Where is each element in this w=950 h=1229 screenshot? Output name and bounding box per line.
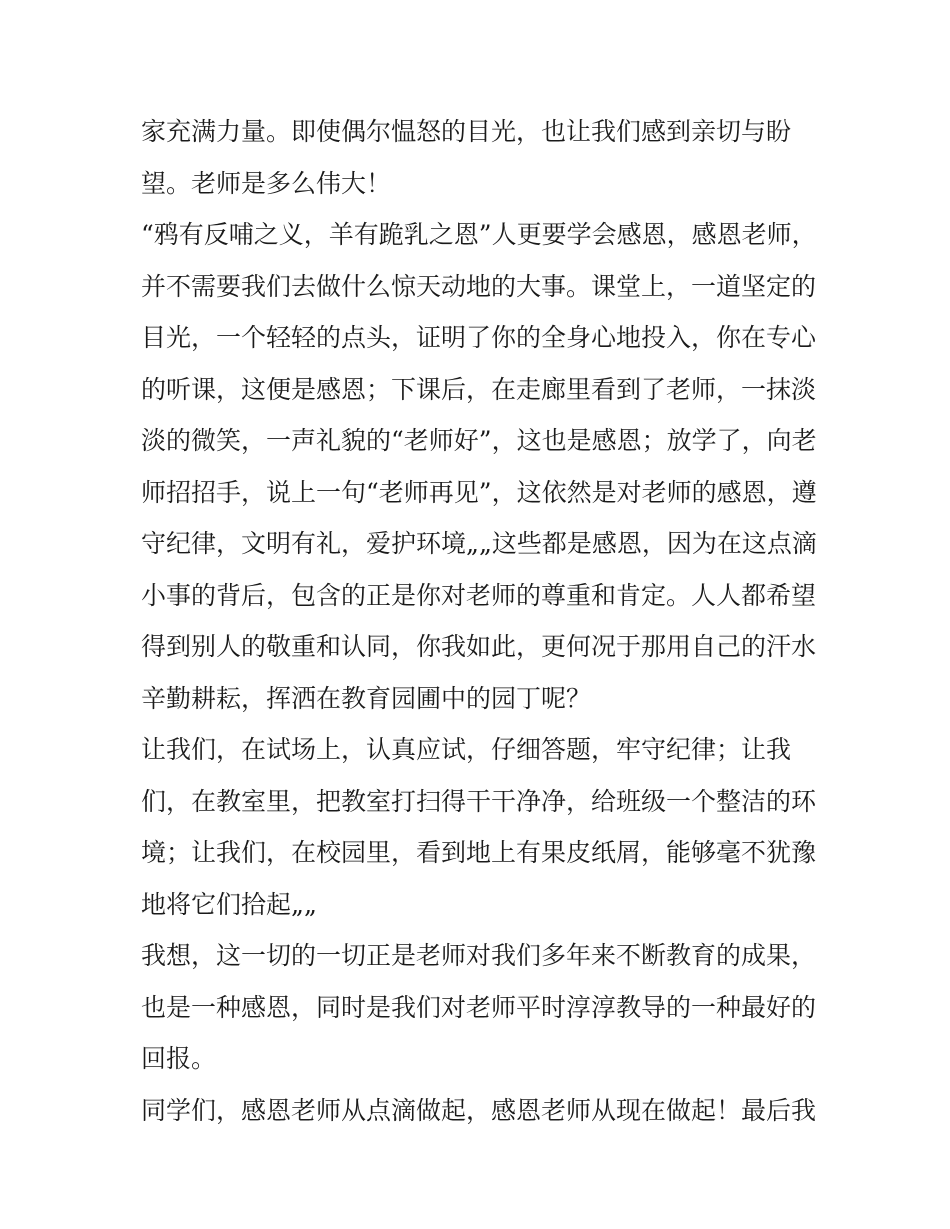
text-line: 师招招手，说上一句“老师再见”，这依然是对老师的感恩，遵 [141,477,817,507]
paragraph-1 [141,106,821,209]
text-line: 我想，这一切的一切正是老师对我们多年来不断教育的成果， [141,941,817,970]
text-line: 小事的背后，包含的正是你对老师的尊重和肯定。人人都希望 [141,580,817,610]
text-line: “鸦有反哺之义，羊有跪乳之恩”人更要学会感恩，感恩老师， [141,220,817,249]
paragraph-5 [141,1085,821,1137]
text-line: 望。老师是多么伟大！ [141,168,392,198]
text-line: 也是一种感恩，同时是我们对老师平时淳淳教导的一种最好的 [141,992,817,1022]
text-line: 辛勤耕耘，挥洒在教育园圃中的园丁呢？ [141,683,592,713]
paragraph-4 [141,930,821,1085]
paragraph-3 [141,724,821,930]
text-line: 目光，一个轻轻的点头，证明了你的全身心地投入，你在专心 [141,323,817,352]
text-line: 并不需要我们去做什么惊天动地的大事。课堂上，一道坚定的 [141,271,817,301]
text-line: 让我们，在试场上，认真应试，仔细答题，牢守纪律；让我 [141,735,792,764]
text-line: 境；让我们，在校园里，看到地上有果皮纸屑，能够毫不犹豫 [141,838,817,867]
document-body [141,106,821,1136]
text-line: 同学们，感恩老师从点滴做起，感恩老师从现在做起！最后我 [141,1095,817,1125]
paragraph-2 [141,209,821,724]
text-line: 地将它们拾起„„ [141,889,317,919]
text-line: 的听课，这便是感恩；下课后，在走廊里看到了老师，一抹淡 [141,374,817,404]
text-line: 得到别人的敬重和认同，你我如此，更何况于那用自己的汗水 [141,632,817,661]
text-line: 守纪律，文明有礼，爱护环境„„这些都是感恩，因为在这点滴 [141,529,817,558]
text-line: 们，在教室里，把教室打扫得干干净净，给班级一个整洁的环 [141,786,817,816]
text-line: 家充满力量。即使偶尔愠怒的目光，也让我们感到亲切与盼 [141,117,792,146]
text-line: 淡的微笑，一声礼貌的“老师好”，这也是感恩；放学了，向老 [141,426,817,455]
text-line: 回报。 [141,1044,217,1073]
